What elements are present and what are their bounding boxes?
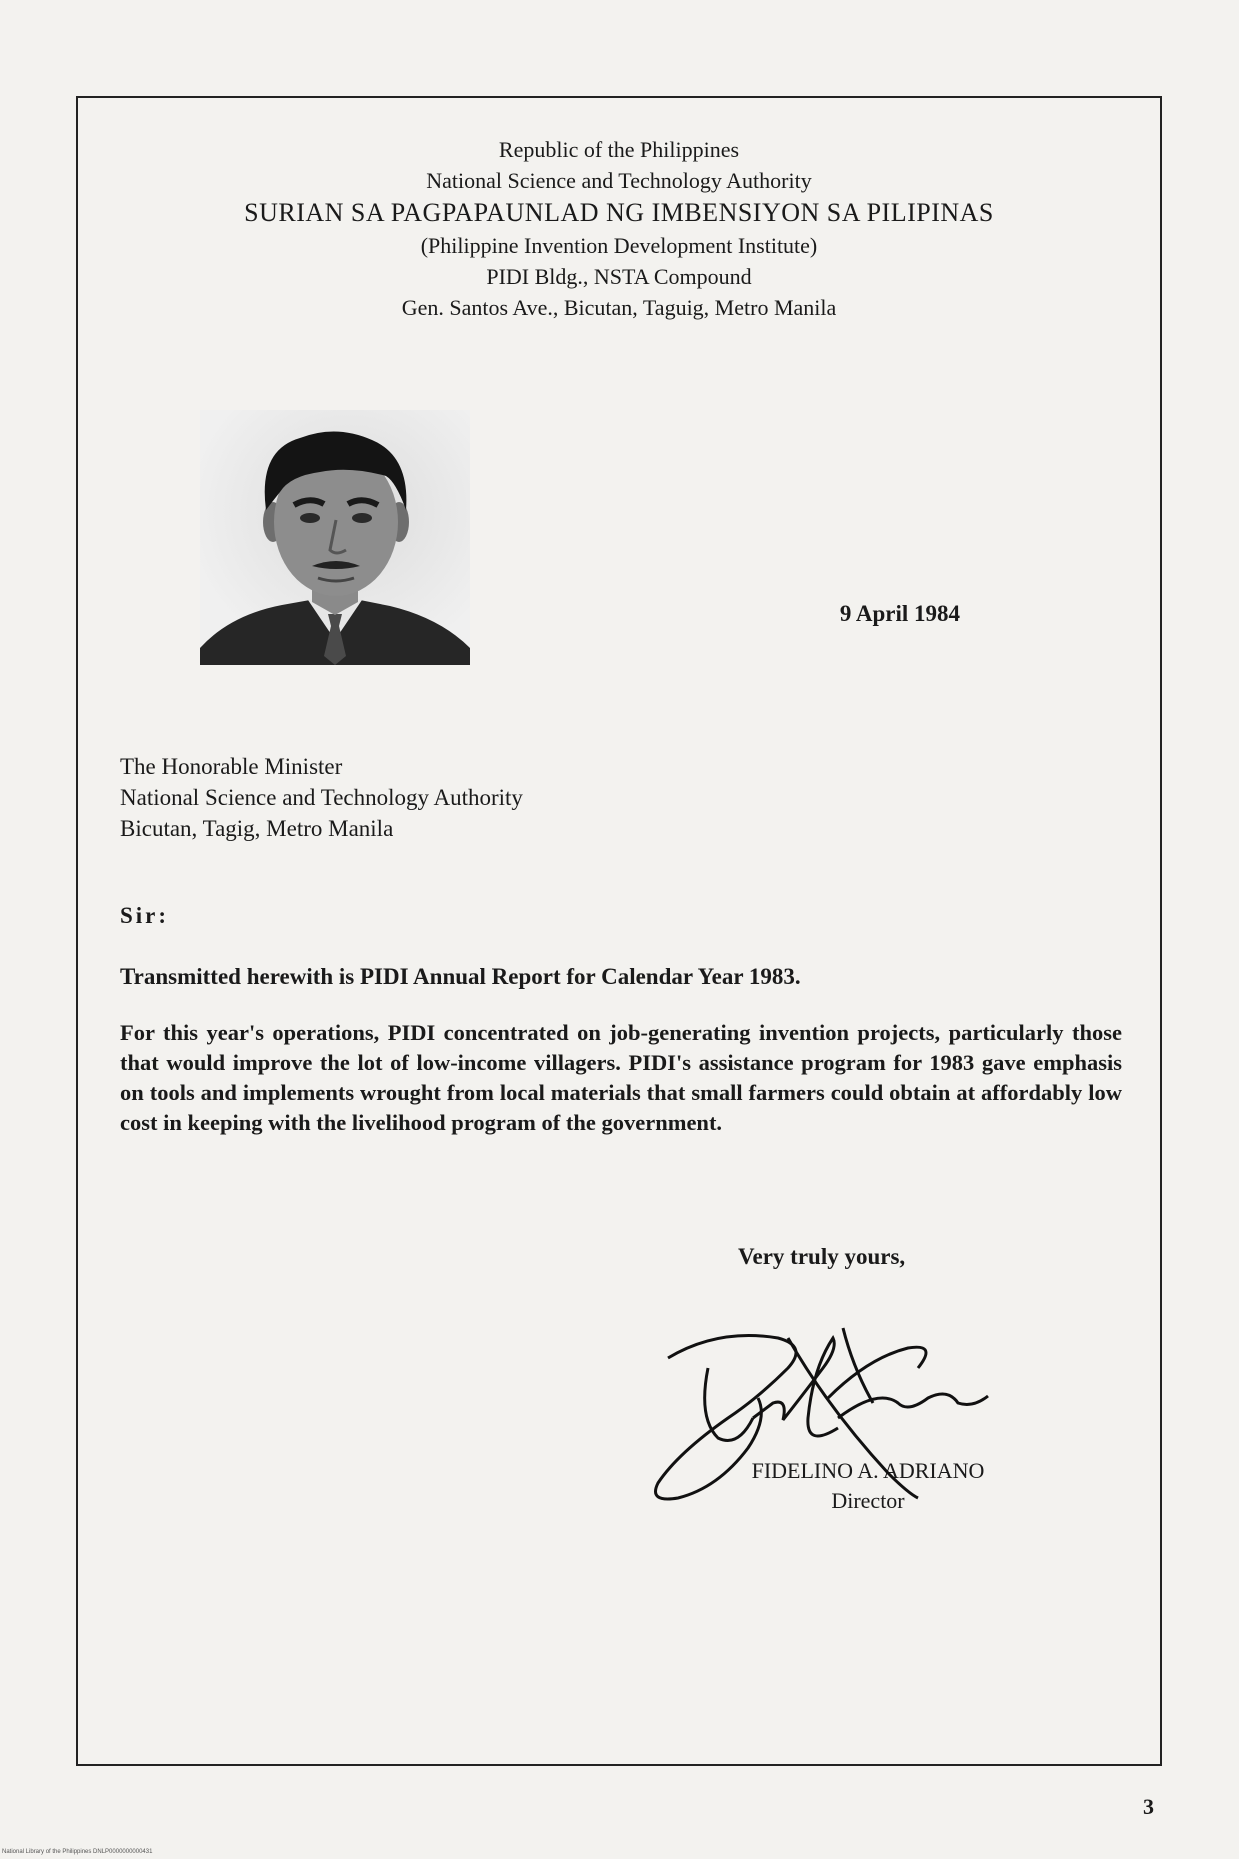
letterhead [78,134,1160,323]
letterhead-institute-english: (Philippine Invention Development Institute) [420,233,818,258]
letter-date: 9 April 1984 [839,601,960,626]
addressee-title: The Honorable Minister [120,754,343,779]
letterhead-authority: National Science and Technology Authority [426,168,812,193]
body-paragraph-2: For this year's operations, PIDI concentrated on job-generating invention projects, particularly those that would improve the lot of low-income villagers. PIDI's assistance program for 1983 gave emphasis on tools and implements wrought from local materials that small farmers could obtain at affordably low cost in keeping with the livelihood program of the government. [120,1020,1122,1135]
signer-name: FIDELINO A. ADRIANO [751,1458,985,1483]
addressee-organization: National Science and Technology Authority [120,785,523,810]
addressee-address: Bicutan, Tagig, Metro Manila [120,816,394,841]
signer-title: Director [831,1488,905,1513]
addressee-block [120,751,523,844]
director-portrait [200,410,470,665]
scan-footer: National Library of the Philippines DNLP0000000000431 [2,1849,153,1855]
letterhead-republic: Republic of the Philippines [498,137,740,162]
closing: Very truly yours, [738,1244,906,1269]
letterhead-institute-filipino: SURIAN SA PAGPAPAUNLAD NG IMBENSIYON SA PILIPINAS [244,198,994,227]
letterhead-address: Gen. Santos Ave., Bicutan, Taguig, Metro Manila [401,295,837,320]
handwritten-signature [638,1308,1038,1508]
page-border [76,96,1162,1766]
page-number: 3 [1143,1794,1154,1819]
body-paragraph-1: Transmitted herewith is PIDI Annual Report for Calendar Year 1983. [120,964,801,989]
salutation: Sir: [120,903,170,928]
letterhead-building: PIDI Bldg., NSTA Compound [486,264,752,289]
